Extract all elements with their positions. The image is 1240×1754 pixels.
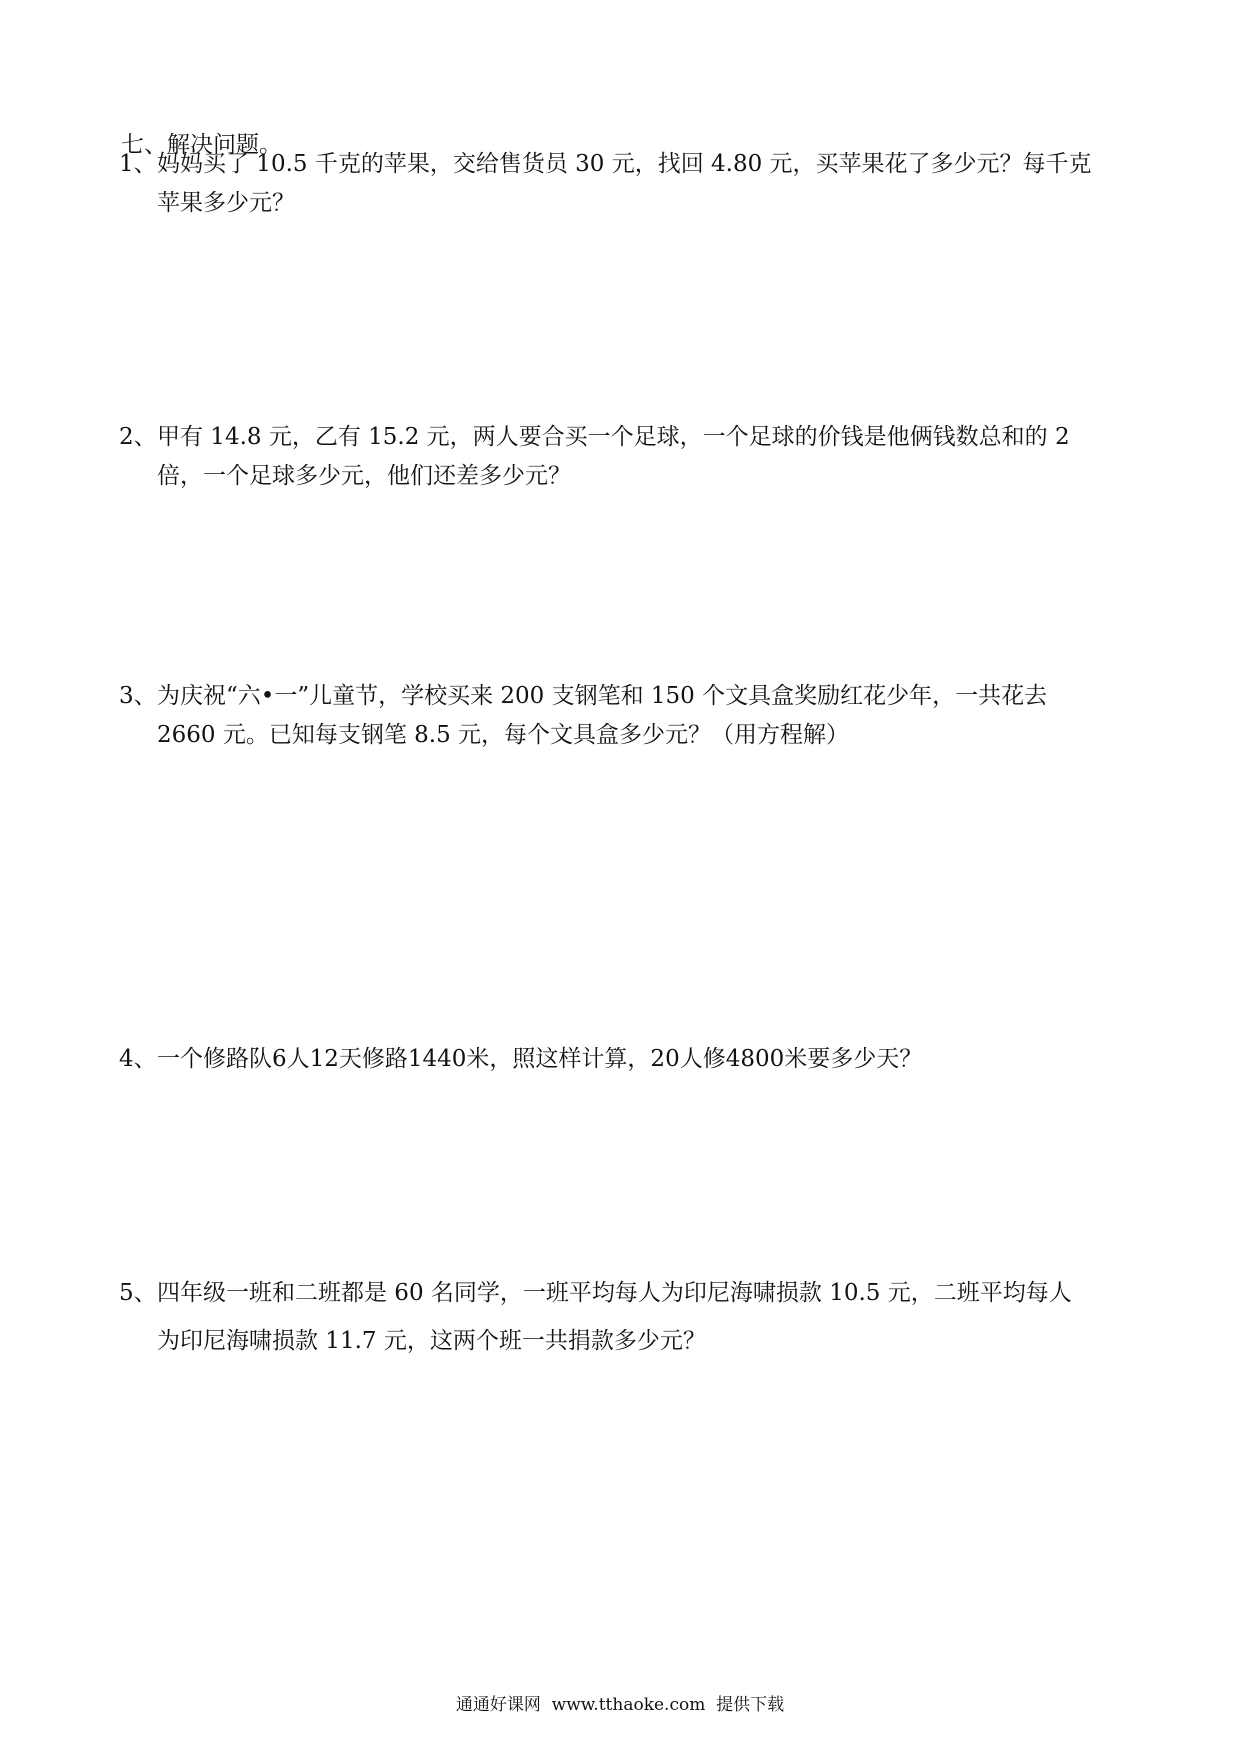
problem-text-continued: 为印尼海啸损款 11.7 元，这两个班一共捐款多少元？ — [157, 1328, 706, 1354]
problem-line — [119, 145, 1129, 184]
problem-number: 2、 — [119, 424, 157, 450]
problem-line — [119, 677, 1129, 716]
problem-number: 3、 — [119, 683, 157, 709]
problem-text-continued: 2660 元。已知每支钢笔 8.5 元，每个文具盒多少元？（用方程解） — [157, 722, 850, 748]
section-heading: 七、解决问题。 — [121, 132, 282, 158]
problem-line — [119, 1040, 1129, 1079]
problem-5 — [119, 1274, 1129, 1361]
footer-source: 通通好课网 www.tthaoke.com 提供下载 — [455, 1695, 785, 1715]
problem-number: 1、 — [119, 151, 157, 177]
problem-2 — [119, 418, 1129, 496]
problem-number: 5、 — [119, 1280, 157, 1306]
problem-text: 一个修路队6人12天修路1440米，照这样计算，20人修4800米要多少天？ — [157, 1046, 923, 1072]
problem-text: 为庆祝“六•一”儿童节，学校买来 200 支钢笔和 150 个文具盒奖励红花少年，一共花去 — [157, 683, 1048, 709]
problem-1 — [119, 145, 1129, 223]
problem-number: 4、 — [119, 1046, 157, 1072]
problem-4 — [119, 1040, 1129, 1079]
problem-text-continued: 倍，一个足球多少元，他们还差多少元？ — [157, 463, 571, 489]
problem-line — [119, 1274, 1129, 1313]
problem-text: 甲有 14.8 元，乙有 15.2 元，两人要合买一个足球，一个足球的价钱是他俩钱数总和的 2 — [157, 424, 1070, 450]
problem-text-continued: 苹果多少元？ — [157, 190, 295, 216]
problem-3 — [119, 677, 1129, 755]
problem-text: 四年级一班和二班都是 60 名同学，一班平均每人为印尼海啸损款 10.5 元，二班平均每人 — [157, 1280, 1072, 1306]
problem-text: 妈妈买了 10.5 千克的苹果，交给售货员 30 元，找回 4.80 元，买苹果花了多少元？每千克 — [157, 151, 1092, 177]
problem-line — [119, 418, 1129, 457]
